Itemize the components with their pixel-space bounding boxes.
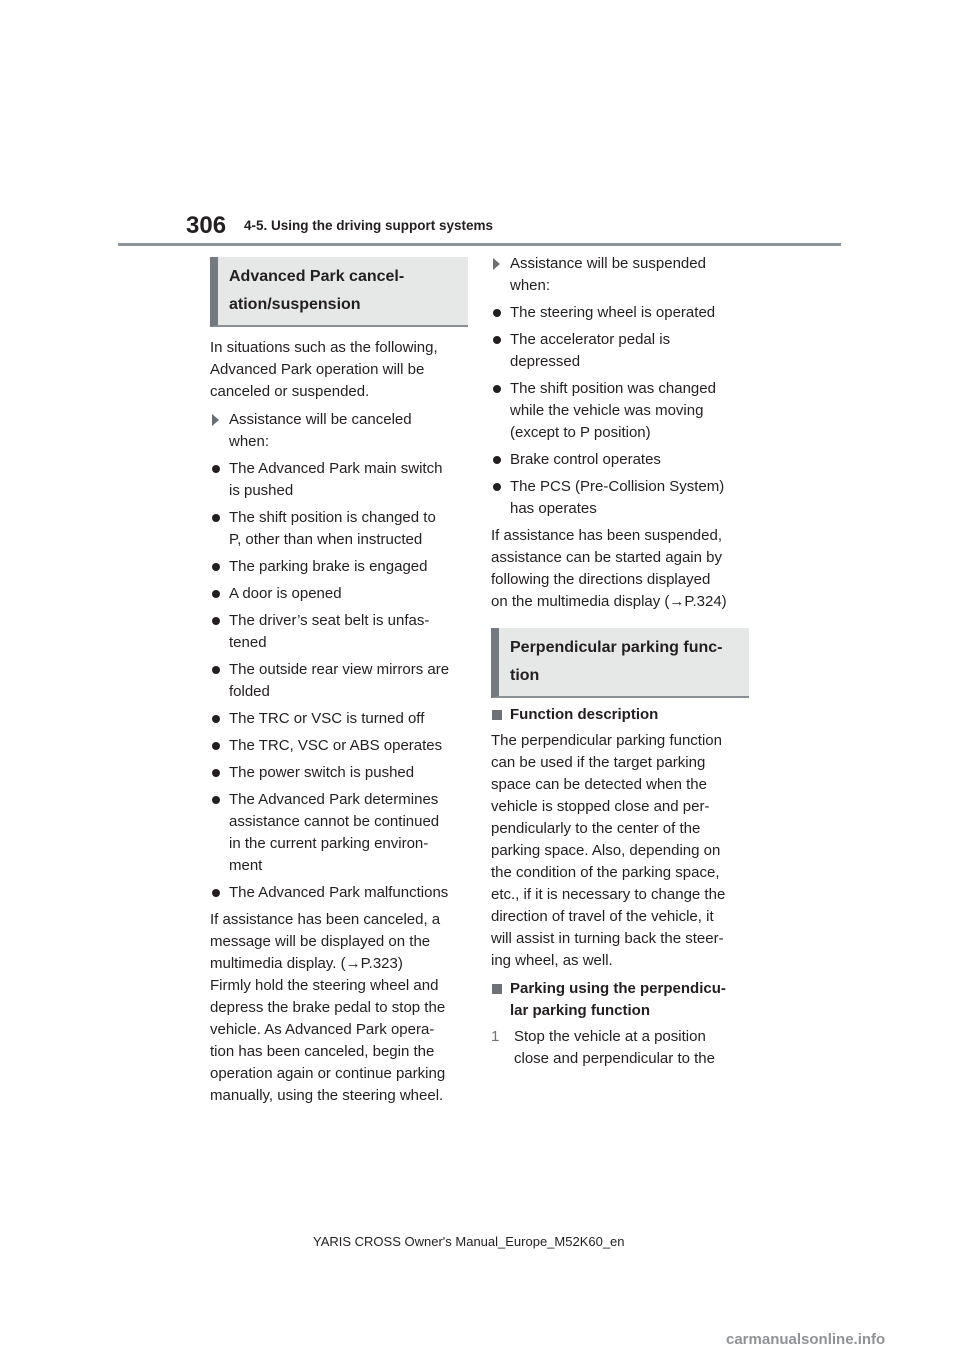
suspend-closing-paragraph bbox=[491, 525, 749, 613]
bullet-dot-icon bbox=[212, 796, 220, 804]
bullet-dot-icon bbox=[493, 456, 501, 464]
text-line: assistance can be started again by bbox=[491, 549, 722, 566]
text-line: will assist in turning back the steer- bbox=[491, 930, 724, 947]
text-line: folded bbox=[229, 683, 270, 700]
bullet-dot-icon bbox=[212, 465, 220, 473]
bullet-item bbox=[210, 458, 468, 502]
bullet-item bbox=[210, 610, 468, 654]
bullet-item bbox=[491, 476, 749, 520]
text-line: Firmly hold the steering wheel and bbox=[210, 977, 439, 994]
text-line: space can be detected when the bbox=[491, 776, 707, 793]
bullet-dot-icon bbox=[493, 309, 501, 317]
text-line: If assistance has been suspended, bbox=[491, 527, 722, 544]
bullet-item bbox=[210, 789, 468, 877]
text-line: Assistance will be suspended bbox=[510, 255, 706, 272]
bullet-item bbox=[491, 449, 749, 471]
cancel-list bbox=[210, 458, 468, 904]
section-title: 4-5. Using the driving support systems bbox=[244, 218, 494, 233]
text-line: ment bbox=[229, 857, 263, 874]
text-line: Advanced Park operation will be bbox=[210, 361, 425, 378]
bullet-item bbox=[210, 735, 468, 757]
suspend-list bbox=[491, 302, 749, 520]
bullet-item bbox=[210, 507, 468, 551]
bullet-item bbox=[210, 762, 468, 784]
triangle-arrow-icon bbox=[212, 414, 219, 426]
text-line: lar parking function bbox=[510, 1002, 651, 1019]
text-line: close and perpendicular to the bbox=[514, 1050, 715, 1067]
step-number: 1 bbox=[491, 1028, 500, 1045]
bullet-item bbox=[210, 583, 468, 605]
text-line: multimedia display. (→P.323) bbox=[210, 955, 403, 972]
bullet-dot-icon bbox=[212, 715, 220, 723]
text-line: ing wheel, as well. bbox=[491, 952, 613, 969]
text-line: while the vehicle was moving bbox=[510, 402, 704, 419]
suspend-subheading bbox=[491, 253, 749, 297]
function-description-heading bbox=[491, 704, 749, 726]
text-line: The outside rear view mirrors are bbox=[229, 661, 450, 678]
section-heading-advanced-park-cancel bbox=[210, 257, 468, 327]
square-bullet-icon bbox=[492, 710, 502, 720]
bullet-dot-icon bbox=[212, 742, 220, 750]
text-line: operation again or continue parking bbox=[210, 1065, 446, 1082]
bullet-item bbox=[210, 882, 468, 904]
bullet-dot-icon bbox=[212, 617, 220, 625]
bullet-item bbox=[210, 659, 468, 703]
text-line: has operates bbox=[510, 500, 597, 517]
bullet-item bbox=[491, 329, 749, 373]
text-line: The driver’s seat belt is unfas- bbox=[229, 612, 430, 629]
heading-line: Perpendicular parking func- bbox=[510, 639, 723, 656]
text-line: the condition of the parking space, bbox=[491, 864, 720, 881]
bullet-dot-icon bbox=[493, 385, 501, 393]
text-line: Function description bbox=[510, 706, 659, 723]
text-line: Parking using the perpendicu- bbox=[510, 980, 726, 997]
text-line: P, other than when instructed bbox=[229, 531, 423, 548]
text-line: is pushed bbox=[229, 482, 294, 499]
text-line: tened bbox=[229, 634, 267, 651]
text-line: The PCS (Pre-Collision System) bbox=[510, 478, 725, 495]
footer-manual-title: YARIS CROSS Owner's Manual_Europe_M52K60_en bbox=[313, 1234, 625, 1249]
text-line: In situations such as the following, bbox=[210, 339, 438, 356]
right-column bbox=[491, 253, 749, 1070]
text-line: The shift position was changed bbox=[510, 380, 716, 397]
bullet-dot-icon bbox=[212, 889, 220, 897]
text-line: The power switch is pushed bbox=[229, 764, 415, 781]
text-line: vehicle. As Advanced Park opera- bbox=[210, 1021, 435, 1038]
text-line: etc., if it is necessary to change the bbox=[491, 886, 726, 903]
bullet-item bbox=[210, 708, 468, 730]
text-line: pendicularly to the center of the bbox=[491, 820, 701, 837]
function-description-paragraph bbox=[491, 730, 749, 972]
bullet-dot-icon bbox=[212, 514, 220, 522]
text-line: The steering wheel is operated bbox=[510, 304, 716, 321]
text-line: A door is opened bbox=[229, 585, 342, 602]
text-line: following the directions displayed bbox=[491, 571, 711, 588]
watermark: carmanualsonline.info bbox=[726, 1331, 886, 1348]
text-line: (except to P position) bbox=[510, 424, 651, 441]
text-line: Brake control operates bbox=[510, 451, 661, 468]
text-line: depress the brake pedal to stop the bbox=[210, 999, 446, 1016]
text-line: Stop the vehicle at a position bbox=[514, 1028, 706, 1045]
text-line: on the multimedia display (→P.324) bbox=[491, 593, 727, 610]
triangle-arrow-icon bbox=[493, 258, 500, 270]
closing-paragraph bbox=[210, 909, 468, 1107]
bullet-dot-icon bbox=[212, 769, 220, 777]
text-line: The Advanced Park determines bbox=[229, 791, 439, 808]
text-line: can be used if the target parking bbox=[491, 754, 706, 771]
text-line: message will be displayed on the bbox=[210, 933, 431, 950]
step-1 bbox=[491, 1026, 749, 1070]
text-line: If assistance has been canceled, a bbox=[210, 911, 441, 928]
bullet-dot-icon bbox=[493, 336, 501, 344]
parking-procedure-heading bbox=[491, 978, 749, 1022]
text-line: The Advanced Park malfunctions bbox=[229, 884, 449, 901]
bullet-item bbox=[491, 378, 749, 444]
text-line: The TRC or VSC is turned off bbox=[229, 710, 425, 727]
section-heading-perpendicular-parking bbox=[491, 628, 749, 698]
bullet-dot-icon bbox=[493, 483, 501, 491]
text-line: The Advanced Park main switch bbox=[229, 460, 443, 477]
text-line: The shift position is changed to bbox=[229, 509, 436, 526]
bullet-dot-icon bbox=[212, 563, 220, 571]
bullet-dot-icon bbox=[212, 666, 220, 674]
text-line: Assistance will be canceled bbox=[229, 411, 412, 428]
square-bullet-icon bbox=[492, 984, 502, 994]
text-line: The TRC, VSC or ABS operates bbox=[229, 737, 443, 754]
text-line: The perpendicular parking function bbox=[491, 732, 722, 749]
heading-line: ation/suspension bbox=[229, 296, 361, 313]
page-number: 306 bbox=[186, 212, 227, 239]
text-line: The accelerator pedal is bbox=[510, 331, 671, 348]
text-line: assistance cannot be continued bbox=[229, 813, 440, 830]
bullet-dot-icon bbox=[212, 590, 220, 598]
text-line: canceled or suspended. bbox=[210, 383, 370, 400]
text-line: vehicle is stopped close and per- bbox=[491, 798, 710, 815]
text-line: parking space. Also, depending on bbox=[491, 842, 721, 859]
header-rule bbox=[118, 243, 841, 246]
left-column bbox=[210, 257, 468, 1107]
text-line: depressed bbox=[510, 353, 581, 370]
text-line: when: bbox=[229, 433, 270, 450]
heading-line: Advanced Park cancel- bbox=[229, 268, 405, 285]
text-line: in the current parking environ- bbox=[229, 835, 429, 852]
text-line: The parking brake is engaged bbox=[229, 558, 428, 575]
cancel-subheading bbox=[210, 409, 468, 453]
heading-line: tion bbox=[510, 667, 540, 684]
text-line: manually, using the steering wheel. bbox=[210, 1087, 444, 1104]
intro-paragraph bbox=[210, 337, 468, 403]
bullet-item bbox=[210, 556, 468, 578]
text-line: direction of travel of the vehicle, it bbox=[491, 908, 714, 925]
bullet-item bbox=[491, 302, 749, 324]
text-line: when: bbox=[510, 277, 551, 294]
text-line: tion has been canceled, begin the bbox=[210, 1043, 435, 1060]
